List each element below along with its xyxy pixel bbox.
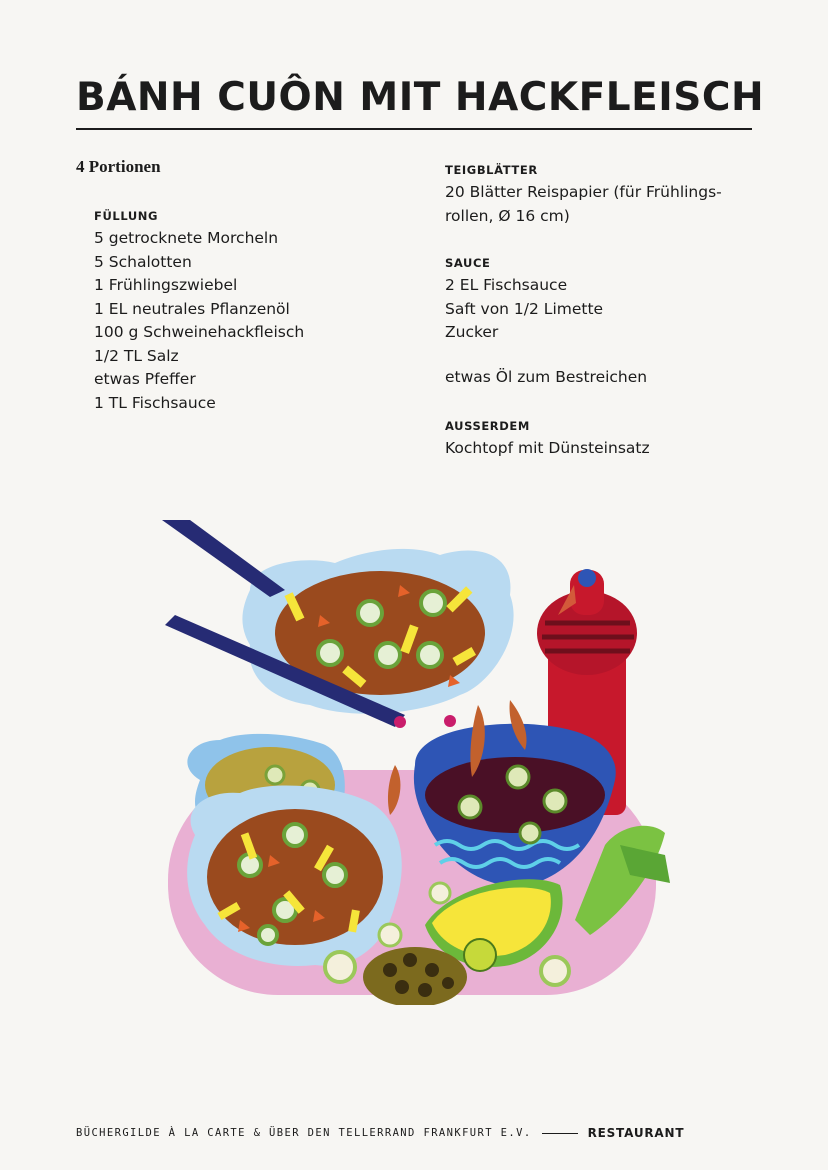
footer — [76, 1125, 684, 1141]
filling-item: 100 g Schweinehackfleisch — [94, 323, 305, 341]
footer-dash — [542, 1133, 578, 1134]
sauce-item: 2 EL Fischsauce — [445, 276, 568, 294]
shallot-ring-shape — [379, 924, 401, 946]
sauce-item: Saft von 1/2 Limette — [445, 299, 604, 318]
filling-item: 1/2 TL Salz — [94, 346, 179, 365]
filling-section — [94, 207, 304, 415]
extra-oil-item: etwas Öl zum Bestreichen — [445, 368, 648, 386]
equipment-heading: AUSSERDEM — [445, 419, 530, 433]
portions-label: 4 Portionen — [76, 157, 161, 176]
shallot-ring-shape — [325, 952, 355, 982]
filling-item: 1 EL neutrales Pflanzenöl — [94, 299, 290, 318]
dough-item: rollen, Ø 16 cm) — [445, 206, 570, 225]
dough-heading: TEIGBLÄTTER — [445, 163, 538, 177]
equipment-item: Kochtopf mit Dünsteinsatz — [445, 439, 650, 457]
filling-item: 1 TL Fischsauce — [94, 393, 216, 412]
lifted-roll-illustration — [242, 549, 513, 714]
filling-heading: FÜLLUNG — [94, 209, 159, 223]
title-divider — [76, 128, 752, 130]
footer-publisher: BÜCHERGILDE À LA CARTE & ÜBER DEN TELLERRAND FRANKFURT E.V. — [76, 1127, 532, 1139]
equipment-section — [445, 417, 650, 461]
sauce-heading: SAUCE — [445, 256, 491, 270]
shallot-ring-shape — [430, 883, 450, 903]
sauce-section — [445, 254, 603, 345]
front-roll-illustration — [187, 786, 402, 966]
filling-item: 5 getrocknete Morcheln — [94, 229, 279, 247]
morel-illustration — [363, 947, 467, 1005]
sauce-item: Zucker — [445, 323, 499, 341]
extra-oil-section — [445, 366, 647, 390]
dough-item: 20 Blätter Reispapier (für Frühlings- — [445, 183, 722, 201]
shallot-ring-shape — [541, 957, 569, 985]
footer-section: RESTAURANT — [587, 1126, 685, 1140]
filling-item: 5 Schalotten — [94, 252, 192, 271]
food-illustration — [150, 515, 700, 1005]
recipe-title: BÁNH CUÔN MIT HACKFLEISCH — [76, 75, 765, 120]
dough-section — [445, 161, 722, 228]
filling-item: 1 Frühlingszwiebel — [94, 276, 238, 294]
filling-item: etwas Pfeffer — [94, 370, 196, 388]
